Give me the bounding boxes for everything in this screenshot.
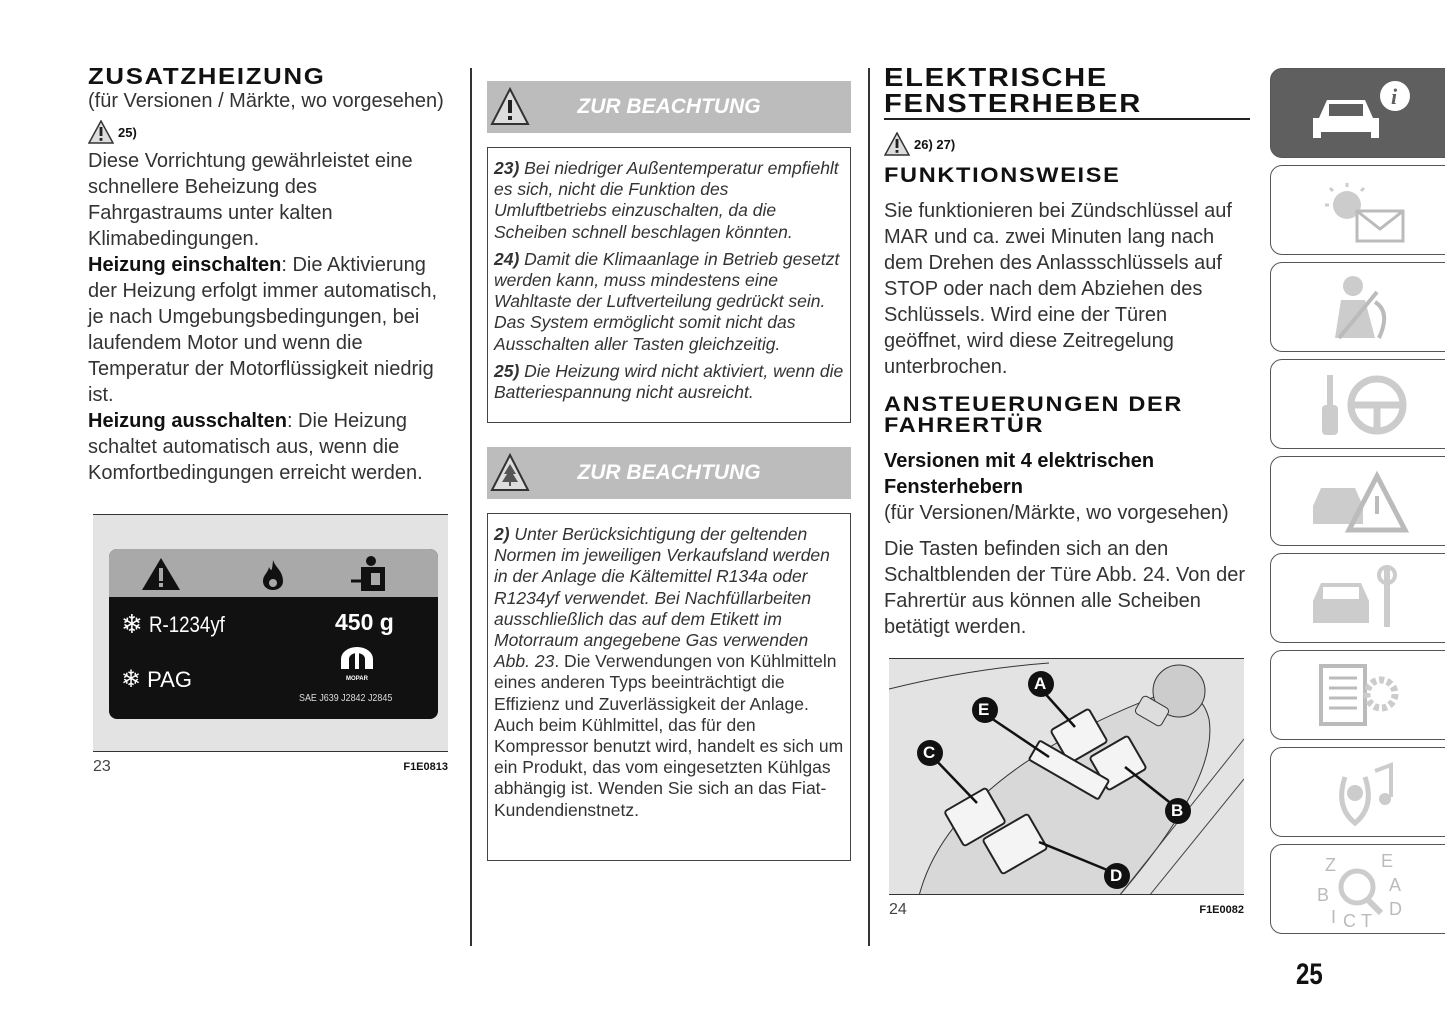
title-underline [884,118,1250,120]
warning-ref-text: 25) [118,124,137,140]
notice-number: 25) [494,360,520,381]
notice-text: Bei niedriger Außentemperatur empfiehlt es sich, nicht die Funktion des Umluftbetriebs einzuschalten, da die Scheiben schnell beschlagen könnten. [494,158,839,242]
notice-item [494,524,844,821]
callout-e: E [978,700,990,719]
svg-text:D: D [1389,899,1402,919]
function-text: Sie funktionieren bei Zündschlüssel auf MAR und ca. zwei Minuten lang nach dem Drehen des Anlassschlüssels auf STOP oder nach dem Abziehen des Schlüssels. Wird eine der Türen geöffnet, wird diese Zeitregelung unterbrochen. [884,200,1232,378]
multimedia-music-icon [1305,757,1415,827]
notice-item [494,361,844,403]
svg-text:B: B [1317,885,1330,905]
section-title: ZUSATZHEIZUNG [88,63,326,89]
tab-maintenance[interactable] [1270,553,1445,643]
column-heater [88,60,453,776]
column-divider [470,68,472,946]
figure-code: F1E0813 [403,761,448,773]
warning-ref-text: 26) 27) [914,136,956,152]
heater-off-label: Heizung ausschalten [88,410,287,432]
warning-ref [88,120,453,144]
svg-text:Z: Z [1325,855,1336,875]
car-info-icon [1305,78,1415,148]
subsection-title: FUNKTIONSWEISE [884,164,1121,187]
oil-can-icon: ❄ [121,666,142,693]
label-icon-strip [109,549,438,597]
callout-d: D [1110,866,1123,885]
notice-number: 2) [494,524,510,544]
notice-box [487,147,851,423]
car-wrench-icon [1305,563,1415,633]
warning-triangle-icon [88,120,114,144]
callout-a: A [1034,674,1047,693]
callout-b: B [1171,801,1184,820]
callout-c: C [923,743,936,762]
tab-multimedia[interactable] [1270,747,1445,837]
column-windows [884,60,1250,919]
refrigerant-label [109,549,438,719]
svg-text:C: C [1343,911,1356,929]
figure-24-window-controls [889,658,1244,895]
tab-index[interactable] [1270,844,1445,934]
figure-code: F1E0082 [1199,904,1244,916]
figure-caption [889,901,1244,919]
subsection-title: ANSTEUERUNGEN DER FAHRERTÜR [884,393,1184,437]
figure-number: 24 [889,901,907,918]
figure-23-refrigerant-label [93,514,448,752]
sae-standards: SAE J639 J2842 J2845 [299,692,393,704]
tab-lights-messages[interactable] [1270,165,1445,255]
flame-icon [261,559,285,591]
section-subtitle: (für Versionen / Märkte, wo vorgesehen) [88,90,444,112]
refrigerant-row [121,609,238,640]
notice-header [487,447,851,499]
notice-box [487,513,851,861]
notice-number: 24) [494,248,520,269]
heater-off-text: : Die Heizung schaltet automatisch aus, wenn die Komfortbedingungen erreicht werden. [88,410,423,484]
section-title: ELEKTRISCHE FENSTERHEBER [884,62,1143,118]
variant-note: (für Versionen/Märkte, wo vorgesehen) [884,502,1229,524]
window-switch-panel [889,659,1244,895]
tab-emergency[interactable] [1270,456,1445,546]
mopar-logo [335,645,379,682]
figure-caption [93,758,448,776]
svg-text:T: T [1361,911,1372,929]
intro-text: Diese Vorrichtung gewährleistet eine schnellere Beheizung des Fahrgastraums unter kalten Klimabedingungen. [88,150,413,250]
notice-text-italic: Unter Berücksichtigung der geltenden Normen im jeweiligen Verkaufsland werden in der Anlage die Kältemittel R134a oder R1234yf verwendet. Bei Nachfüllarbeiten ausschließlich das auf dem Etikett im Motorraum angegebene Gas verwenden Abb. 23 [494,524,830,672]
warning-lights-messages-icon [1305,175,1415,245]
svg-text:A: A [1389,875,1402,895]
mopar-logo-text: MOPAR [346,676,368,682]
figure-number: 23 [93,758,111,775]
heater-on-label: Heizung einschalten [88,254,282,276]
notice-title: ZUR BEACHTUNG [577,461,761,484]
heater-on-text: : Die Aktivierung der Heizung erfolgt immer automatisch, je nach Umgebungsbedingungen, bei laufendem Motor und wenn die Temperatur der Motorflüssigkeit niedrig ist. [88,254,438,406]
emergency-car-triangle-icon [1305,466,1415,536]
refrigerant-type: R-1234yf [148,611,225,637]
warning-triangle-icon [884,132,910,156]
safety-seatbelt-icon [1305,272,1415,342]
svg-text:i: i [1391,84,1398,109]
refrigerant-amount: 450 g [335,609,394,635]
heater-off-paragraph [88,408,453,486]
notice-number: 23) [494,158,520,178]
variant-heading: Versionen mit 4 elektrischen Fensterhebern [884,450,1155,498]
column-divider [868,68,870,946]
controls-text: Die Tasten befinden sich an den Schaltblenden der Türe Abb. 24. Von der Fahrertür aus können alle Scheiben betätigt werden. [884,538,1246,638]
key-steering-wheel-icon [1305,369,1415,439]
notice-header [487,81,851,133]
column-notices [487,81,851,861]
warning-ref [884,132,1250,156]
tab-driving[interactable] [1270,359,1445,449]
tab-car-info[interactable] [1270,68,1445,158]
index-magnifier-icon [1305,849,1415,929]
svg-text:E: E [1381,851,1394,871]
notice-item [494,158,844,243]
document-gear-icon [1305,660,1415,730]
svg-text:I: I [1331,907,1337,927]
tab-technical-data[interactable] [1270,650,1445,740]
oil-type: PAG [147,666,192,692]
notice-text: . Die Verwendungen von Kühlmitteln eines anderen Typs beeinträchtigt die Effizienz und Zuverlässigkeit der Anlage. Auch beim Kühlmittel, das für den Kompressor benutzt wird, handelt es sich um ein Produkt, das vom eingesetzten Kühlgas abhängig ist. Wenden Sie sich an das Fiat-Kundendienstnetz. [494,651,844,820]
warning-icon [141,557,181,591]
heater-on-paragraph [88,252,453,408]
tab-safety[interactable] [1270,262,1445,352]
service-manual-icon [349,555,389,593]
snowflake-gear-icon: ❄ [121,609,143,639]
notice-text: Damit die Klimaanlage in Betrieb gesetzt werden kann, muss mindestens eine Wahltaste der Luftverteilung gedrückt sein. Das System ermöglicht somit nicht das Ausschalten aller Tasten gleichzeitig. [494,248,840,354]
notice-text: Die Heizung wird nicht aktiviert, wenn die Batteriespannung nicht ausreicht. [494,360,844,403]
environment-tree-icon [489,452,531,494]
notice-item [494,249,844,355]
warning-triangle-icon [489,86,531,128]
page-number: 25 [1296,958,1323,991]
oil-row [121,665,192,694]
notice-title: ZUR BEACHTUNG [577,95,761,118]
